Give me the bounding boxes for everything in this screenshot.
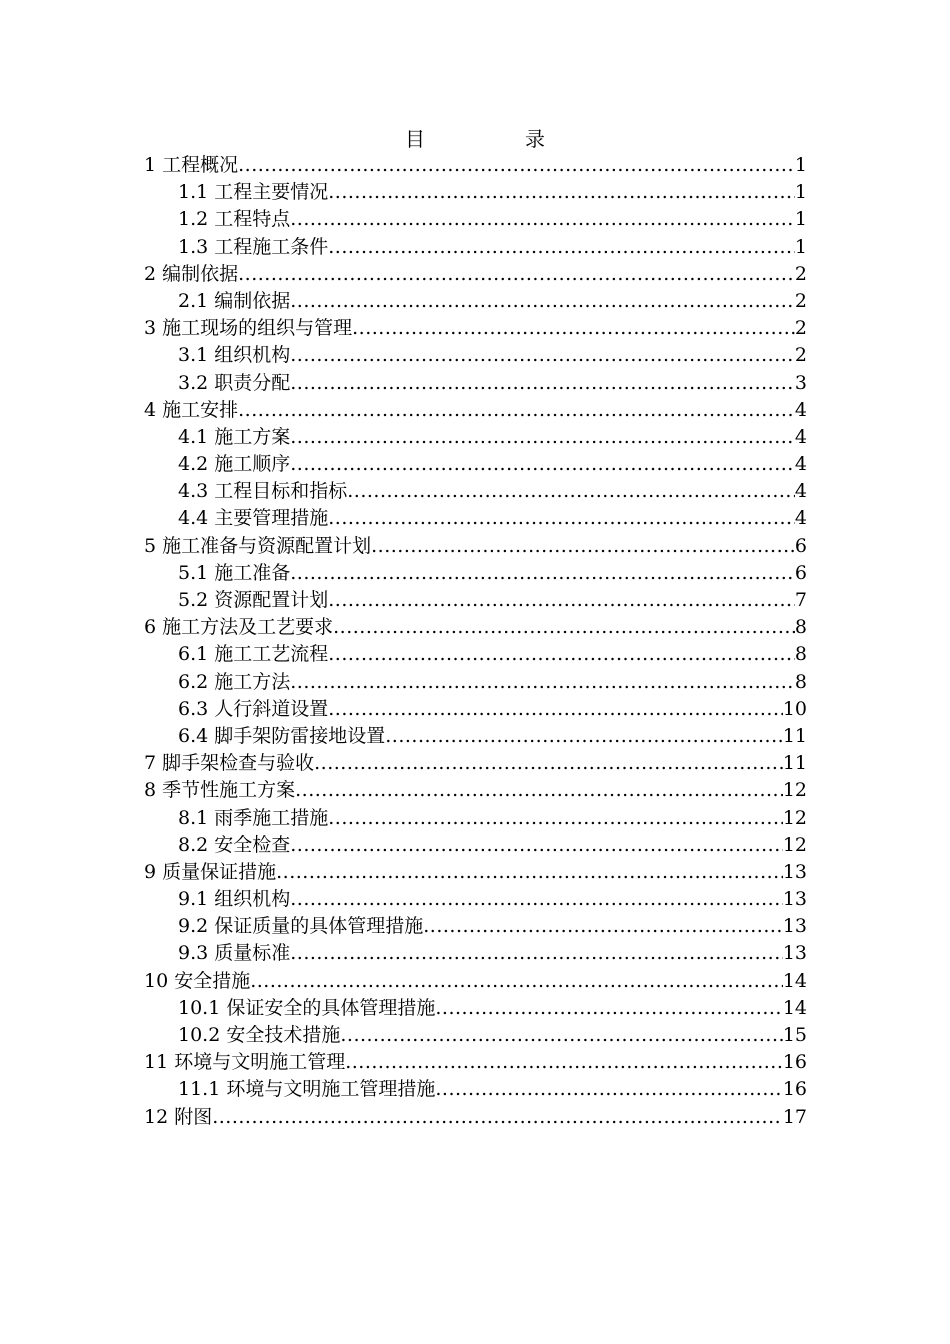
toc-section-entry[interactable] <box>144 261 807 288</box>
toc-entry-title: 4.3 工程目标和指标 <box>178 480 348 503</box>
toc-page-number: 8 <box>794 643 807 666</box>
toc-dot-leader <box>290 886 783 913</box>
toc-section-entry[interactable] <box>144 397 807 424</box>
toc-section-entry[interactable] <box>144 533 807 560</box>
toc-subsection-entry[interactable] <box>144 288 807 315</box>
toc-page-number: 6 <box>794 534 807 557</box>
toc-page-number: 12 <box>782 806 807 829</box>
toc-title: 目 录 <box>405 127 585 151</box>
toc-subsection-entry[interactable] <box>144 995 807 1022</box>
toc-page-number: 11 <box>782 752 807 775</box>
toc-dot-leader <box>290 342 795 369</box>
toc-entry-title: 2 编制依据 <box>144 262 239 285</box>
toc-entry-title: 8.2 安全检查 <box>178 833 291 856</box>
toc-section-entry[interactable] <box>144 859 807 886</box>
toc-page-number: 7 <box>794 589 807 611</box>
toc-page-number: 4 <box>794 480 807 503</box>
toc-page-number: 8 <box>794 670 807 693</box>
toc-dot-leader <box>290 940 783 967</box>
toc-dot-leader <box>238 261 795 288</box>
toc-subsection-entry[interactable] <box>144 641 807 668</box>
toc-dot-leader <box>276 859 783 886</box>
toc-entry-title: 10 安全措施 <box>144 969 251 992</box>
toc-dot-leader <box>290 370 795 397</box>
toc-section-entry[interactable] <box>144 750 807 777</box>
toc-dot-leader <box>352 315 795 342</box>
toc-page-number: 13 <box>782 915 807 938</box>
toc-page-number: 17 <box>782 1105 807 1128</box>
toc-section-entry[interactable] <box>144 152 807 179</box>
toc-entry-title: 1 工程概况 <box>144 154 239 176</box>
toc-page-number: 12 <box>782 779 807 802</box>
toc-entry-title: 9.2 保证质量的具体管理措施 <box>178 915 424 938</box>
toc-subsection-entry[interactable] <box>144 940 807 967</box>
toc-entry-title: 4 施工安排 <box>144 398 239 421</box>
toc-subsection-entry[interactable] <box>144 234 807 261</box>
toc-dot-leader <box>290 669 795 696</box>
toc-entry-title: 1.1 工程主要情况 <box>178 181 329 204</box>
toc-subsection-entry[interactable] <box>144 669 807 696</box>
toc-dot-leader <box>385 723 783 750</box>
toc-dot-leader <box>435 995 782 1022</box>
toc-entry-title: 4.4 主要管理措施 <box>178 507 329 530</box>
toc-dot-leader <box>238 152 795 179</box>
toc-subsection-entry[interactable] <box>144 723 807 750</box>
toc-page-number: 4 <box>794 507 807 530</box>
toc-entry-title: 3 施工现场的组织与管理 <box>144 317 353 340</box>
toc-subsection-entry[interactable] <box>144 451 807 478</box>
toc-entry-title: 6.4 脚手架防雷接地设置 <box>178 724 386 747</box>
toc-entry-title: 4.2 施工顺序 <box>178 453 291 476</box>
toc-dot-leader <box>328 587 795 614</box>
toc-dot-leader <box>290 560 795 587</box>
toc-entry-title: 4.1 施工方案 <box>178 425 291 448</box>
toc-subsection-entry[interactable] <box>144 505 807 532</box>
toc-entry-title: 6.1 施工工艺流程 <box>178 643 329 666</box>
toc-page-number: 13 <box>782 942 807 965</box>
toc-dot-leader <box>328 641 795 668</box>
toc-entry-title: 11 环境与文明施工管理 <box>144 1051 346 1074</box>
toc-page-number: 2 <box>794 317 807 340</box>
toc-page-number: 10 <box>782 697 807 720</box>
toc-page-number: 2 <box>794 262 807 285</box>
toc-entry-title: 7 脚手架检查与验收 <box>144 752 315 775</box>
toc-entry-title: 5.2 资源配置计划 <box>178 589 329 611</box>
toc-dot-leader <box>340 1022 782 1049</box>
toc-subsection-entry[interactable] <box>144 913 807 940</box>
toc-entry-title: 9 质量保证措施 <box>144 860 277 883</box>
toc-dot-leader <box>435 1076 782 1103</box>
toc-page-number: 11 <box>782 724 807 747</box>
toc-page-number: 15 <box>782 1024 807 1046</box>
toc-dot-leader <box>290 288 795 315</box>
toc-dot-leader <box>295 777 783 804</box>
toc-page-number: 1 <box>794 181 807 204</box>
toc-section-entry[interactable] <box>144 1049 807 1076</box>
toc-page-number: 12 <box>782 833 807 856</box>
toc-entry-title: 8.1 雨季施工措施 <box>178 806 329 829</box>
toc-entry-title: 11.1 环境与文明施工管理措施 <box>178 1078 436 1101</box>
toc-section-entry[interactable] <box>144 1104 807 1131</box>
toc-subsection-entry[interactable] <box>144 478 807 505</box>
toc-page-number: 16 <box>782 1078 807 1101</box>
toc-dot-leader <box>371 533 795 560</box>
toc-page-number: 16 <box>782 1051 807 1074</box>
toc-page-number: 14 <box>782 996 807 1019</box>
toc-entry-title: 6.3 人行斜道设置 <box>178 697 329 720</box>
toc-subsection-entry[interactable] <box>144 1022 807 1049</box>
toc-dot-leader <box>238 397 795 424</box>
toc-page-number: 3 <box>794 371 807 394</box>
toc-dot-leader <box>345 1049 783 1076</box>
toc-dot-leader <box>290 424 795 451</box>
toc-dot-leader <box>290 451 795 478</box>
toc-entry-title: 5 施工准备与资源配置计划 <box>144 534 372 557</box>
toc-subsection-entry[interactable] <box>144 886 807 913</box>
toc-subsection-entry[interactable] <box>144 179 807 206</box>
toc-entry-title: 6 施工方法及工艺要求 <box>144 616 334 639</box>
toc-page-number: 1 <box>794 235 807 258</box>
toc-entry-title: 10.2 安全技术措施 <box>178 1024 341 1046</box>
toc-page-number: 2 <box>794 344 807 367</box>
toc-dot-leader <box>328 805 783 832</box>
toc-dot-leader <box>347 478 795 505</box>
toc-dot-leader <box>328 696 783 723</box>
toc-page-number: 13 <box>782 860 807 883</box>
toc-subsection-entry[interactable] <box>144 342 807 369</box>
toc-page-number: 6 <box>794 561 807 584</box>
toc-dot-leader <box>290 206 795 233</box>
toc-entry-title: 8 季节性施工方案 <box>144 779 296 802</box>
toc-subsection-entry[interactable] <box>144 206 807 233</box>
toc-dot-leader <box>328 179 795 206</box>
toc-entry-title: 10.1 保证安全的具体管理措施 <box>178 996 436 1019</box>
toc-dot-leader <box>314 750 783 777</box>
toc-dot-leader <box>328 234 795 261</box>
toc-entry-title: 3.1 组织机构 <box>178 344 291 367</box>
toc-page-number: 4 <box>794 398 807 421</box>
toc-entry-title: 1.2 工程特点 <box>178 208 291 231</box>
toc-page-number: 4 <box>794 453 807 476</box>
toc-page-number: 1 <box>794 208 807 231</box>
toc-dot-leader <box>250 968 783 995</box>
toc-dot-leader <box>212 1104 783 1131</box>
toc-entry-title: 12 附图 <box>144 1105 213 1128</box>
toc-dot-leader <box>423 913 783 940</box>
toc-subsection-entry[interactable] <box>144 370 807 397</box>
toc-subsection-entry[interactable] <box>144 805 807 832</box>
toc-section-entry[interactable] <box>144 968 807 995</box>
toc-dot-leader <box>290 832 783 859</box>
toc-entry-title: 9.3 质量标准 <box>178 942 291 965</box>
toc-entry-title: 6.2 施工方法 <box>178 670 291 693</box>
toc-entry-title: 3.2 职责分配 <box>178 371 291 394</box>
toc-section-entry[interactable] <box>144 614 807 641</box>
toc-section-entry[interactable] <box>144 315 807 342</box>
toc-page-number: 2 <box>794 289 807 312</box>
toc-subsection-entry[interactable] <box>144 587 807 614</box>
toc-page-number: 13 <box>782 888 807 911</box>
toc-section-entry[interactable] <box>144 777 807 804</box>
toc-dot-leader <box>333 614 795 641</box>
toc-entry-title: 2.1 编制依据 <box>178 289 291 312</box>
toc-entry-title: 9.1 组织机构 <box>178 888 291 911</box>
table-of-contents <box>144 152 807 1131</box>
toc-subsection-entry[interactable] <box>144 560 807 587</box>
toc-subsection-entry[interactable] <box>144 1076 807 1103</box>
toc-entry-title: 5.1 施工准备 <box>178 561 291 584</box>
toc-subsection-entry[interactable] <box>144 832 807 859</box>
toc-page-number: 1 <box>794 154 807 176</box>
toc-subsection-entry[interactable] <box>144 424 807 451</box>
toc-dot-leader <box>328 505 795 532</box>
toc-page-number: 14 <box>782 969 807 992</box>
toc-page-number: 4 <box>794 425 807 448</box>
toc-page-number: 8 <box>794 616 807 639</box>
toc-entry-title: 1.3 工程施工条件 <box>178 235 329 258</box>
toc-subsection-entry[interactable] <box>144 696 807 723</box>
